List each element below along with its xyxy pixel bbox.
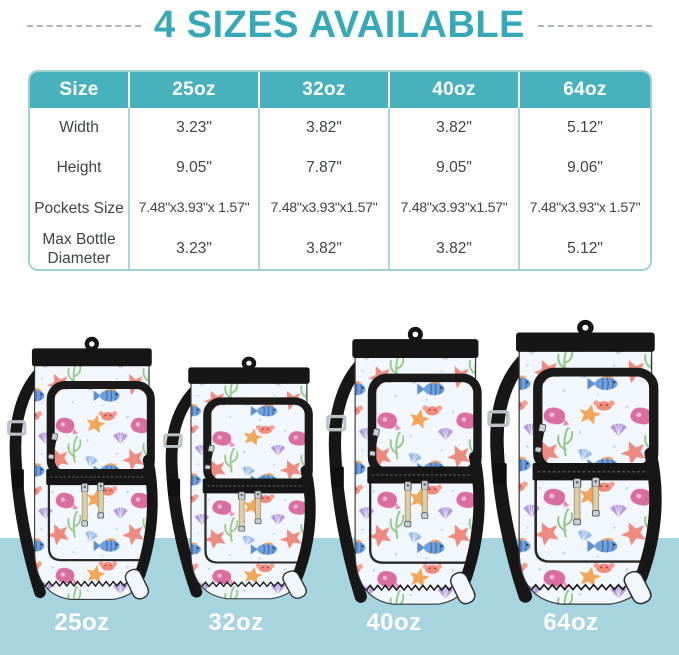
table-cell: 7.48"x3.93"x1.57" — [260, 188, 390, 229]
row-label-height: Height — [30, 148, 130, 188]
table-cell: 9.05" — [390, 148, 520, 188]
table-cell: 9.06" — [520, 148, 650, 188]
bag-size-label-40oz: 40oz — [366, 609, 422, 636]
title-dash-right — [538, 25, 652, 27]
table-cell: 3.82" — [390, 108, 520, 148]
bag-size-label-64oz: 64oz — [543, 609, 599, 636]
page-title: 4 SIZES AVAILABLE — [154, 4, 525, 46]
row-label-max-bottle-diameter: Max Bottle Diameter — [30, 229, 130, 269]
title-row — [0, 0, 679, 50]
table-header-64oz: 64oz — [520, 72, 650, 108]
table-cell: 3.82" — [260, 108, 390, 148]
table-cell: 7.48"x3.93"x1.57" — [390, 188, 520, 229]
table-cell: 3.23" — [130, 229, 260, 269]
table-cell: 5.12" — [520, 229, 650, 269]
table-cell: 3.23" — [130, 108, 260, 148]
table-cell: 7.87" — [260, 148, 390, 188]
table-header-25oz: 25oz — [130, 72, 260, 108]
table-header-32oz: 32oz — [260, 72, 390, 108]
size-table — [28, 70, 652, 271]
table-cell: 5.12" — [520, 108, 650, 148]
table-header-size: Size — [30, 72, 130, 108]
row-label-width: Width — [30, 108, 130, 148]
bag-size-label-25oz: 25oz — [54, 609, 110, 636]
table-cell: 3.82" — [390, 229, 520, 269]
table-cell: 9.05" — [130, 148, 260, 188]
table-cell: 7.48"x3.93"x 1.57" — [520, 188, 650, 229]
table-cell: 3.82" — [260, 229, 390, 269]
bag-image-25oz — [6, 335, 158, 603]
title-dash-left — [27, 25, 141, 27]
bag-size-label-32oz: 32oz — [208, 609, 264, 636]
row-label-pockets-size: Pockets Size — [30, 188, 130, 229]
bag-image-32oz — [162, 355, 316, 602]
bag-image-64oz — [486, 318, 662, 608]
table-cell: 7.48"x3.93"x 1.57" — [130, 188, 260, 229]
bag-image-40oz — [325, 325, 485, 608]
table-header-40oz: 40oz — [390, 72, 520, 108]
